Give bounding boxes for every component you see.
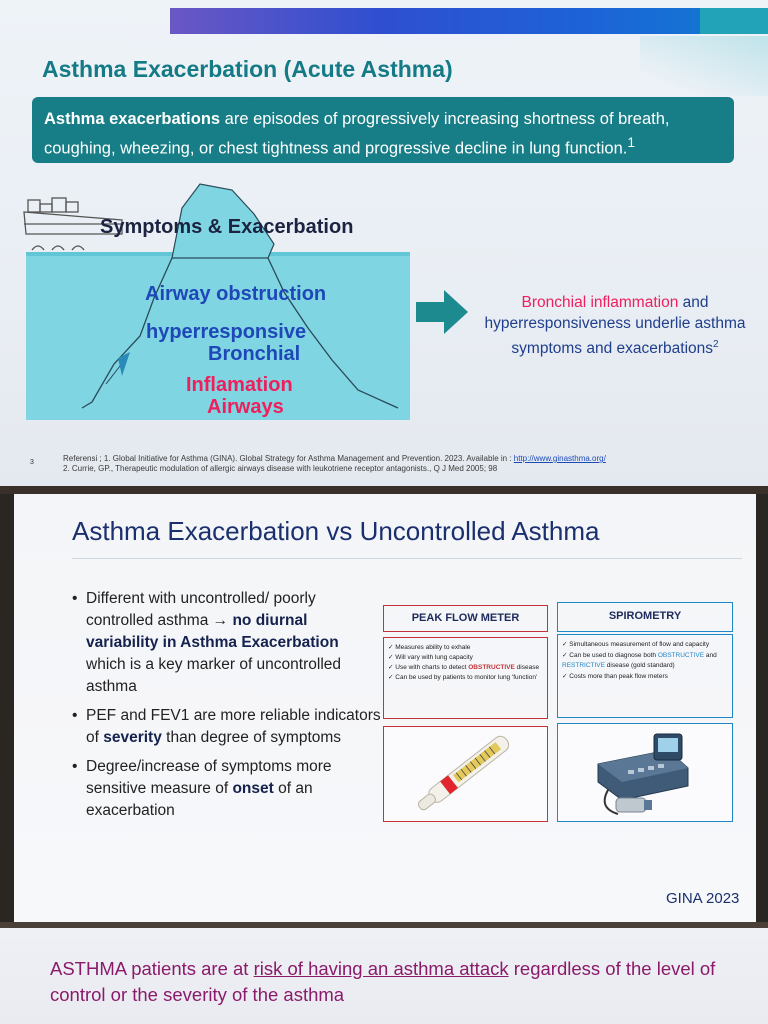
- corner-decoration: [640, 36, 768, 96]
- bullet-text: Different with uncontrolled/ poorly controlled asthma →: [86, 590, 316, 629]
- list-item: ✓ Can be used by patients to monitor lung 'function': [388, 674, 538, 681]
- label-bronchial: Bronchial: [208, 343, 301, 365]
- spirometry-header: SPIROMETRY: [557, 602, 733, 632]
- list-item: ✓ Can be used to diagnose both OBSTRUCTIVE and RESTRICTIVE disease (gold standard): [562, 651, 717, 669]
- slide-header-accent: [700, 8, 768, 34]
- label-hyperresponsive: hyperresponsive: [146, 321, 307, 343]
- definition-ref: 1: [627, 135, 636, 150]
- label-airways: Airways: [207, 396, 284, 418]
- label-symptoms: Symptoms & Exacerbation: [100, 216, 354, 238]
- reference-1-link[interactable]: http://www.ginasthma.org/: [513, 454, 606, 463]
- conclusion-highlight: Bronchial inflammation: [521, 294, 679, 311]
- spirometry-list: [557, 634, 733, 718]
- bullet-text: of an exacerbation: [86, 780, 313, 819]
- bullet-item: • Degree/increase of symptoms more sensitive measure of onset of an exacerbation: [72, 758, 332, 819]
- key-message-underlined: risk of having an asthma attack: [253, 958, 509, 979]
- slide-gap: [0, 486, 768, 494]
- title-divider: [72, 558, 742, 559]
- slide-asthma-exacerbation: [0, 0, 768, 486]
- spirometer-icon: [558, 724, 731, 820]
- label-inflammation: Inflamation: [186, 374, 293, 396]
- peak-flow-meter-image: [383, 726, 548, 822]
- peak-flow-meter-icon: [384, 727, 546, 820]
- reference-2: 2. Currie, GP., Therapeutic modulation of allergic airways disease with leukotriene receptor antagonists., Q J Med 2005; 98: [63, 464, 498, 473]
- conclusion-ref: 2: [713, 339, 719, 350]
- right-arrow-icon: [414, 288, 470, 336]
- definition-term: Asthma exacerbations: [44, 110, 221, 128]
- source-label: GINA 2023: [666, 890, 740, 907]
- slide-exacerbation-vs-uncontrolled: [14, 494, 756, 922]
- key-message-part: regardless of the level of control or the severity of the asthma: [50, 958, 716, 1005]
- peak-flow-meter-list: [383, 637, 548, 719]
- definition-body: are episodes of progressively increasing shortness of breath, coughing, wheezing, or chest tightness and progressive decline in lung function.: [44, 110, 670, 158]
- conclusion-body: and hyperresponsiveness underlie asthma symptoms and exacerbations: [484, 294, 746, 358]
- bullet-text: Degree/increase of symptoms more sensitive measure of: [86, 758, 332, 797]
- key-message-part: ASTHMA patients are at: [50, 958, 254, 979]
- list-item: ✓ Simultaneous measurement of flow and capacity: [562, 641, 710, 648]
- slide-title: Asthma Exacerbation vs Uncontrolled Asthma: [72, 516, 600, 546]
- references: [63, 454, 723, 474]
- conclusion-text: [470, 292, 760, 359]
- bullet-emphasis: onset: [232, 780, 274, 797]
- list-item: ✓ Measures ability to exhale: [388, 644, 471, 651]
- page-number: 3: [30, 459, 34, 466]
- bullet-text: PEF and FEV1 are more reliable indicators of: [86, 707, 381, 746]
- slide-title: Asthma Exacerbation (Acute Asthma): [42, 56, 453, 82]
- list-item: ✓ Costs more than peak flow meters: [562, 672, 668, 680]
- reference-1: [63, 454, 723, 464]
- slide-header-bar: [170, 8, 768, 34]
- bullet-list: [72, 588, 382, 829]
- spirometer-image: [557, 723, 733, 822]
- key-message-text: [50, 956, 730, 1008]
- label-airway-obstruction: Airway obstruction: [145, 283, 327, 305]
- bullet-item: • PEF and FEV1 are more reliable indicators of severity than degree of symptoms: [72, 707, 381, 746]
- bullet-item: • Different with uncontrolled/ poorly controlled asthma → no diurnal variability in Asthma Exacerbation which is a key marker of uncontrolled asthma: [72, 590, 342, 695]
- definition-text: [44, 107, 729, 161]
- bullet-text: which is a key marker of uncontrolled asthma: [86, 656, 342, 695]
- bullet-text: than degree of symptoms: [161, 729, 342, 746]
- reference-1-text: Referensi ; 1. Global Initiative for Asthma (GINA). Global Strategy for Asthma Management and Prevention. 2023. Available in :: [63, 454, 514, 463]
- peak-flow-meter-header: PEAK FLOW METER: [383, 605, 548, 632]
- list-item: ✓ Will vary with lung capacity: [388, 654, 473, 661]
- bullet-emphasis: no diurnal variability in Asthma Exacerbation: [86, 612, 339, 651]
- list-item: ✓ Use with charts to detect OBSTRUCTIVE disease: [388, 664, 540, 671]
- bullet-emphasis: severity: [103, 729, 162, 746]
